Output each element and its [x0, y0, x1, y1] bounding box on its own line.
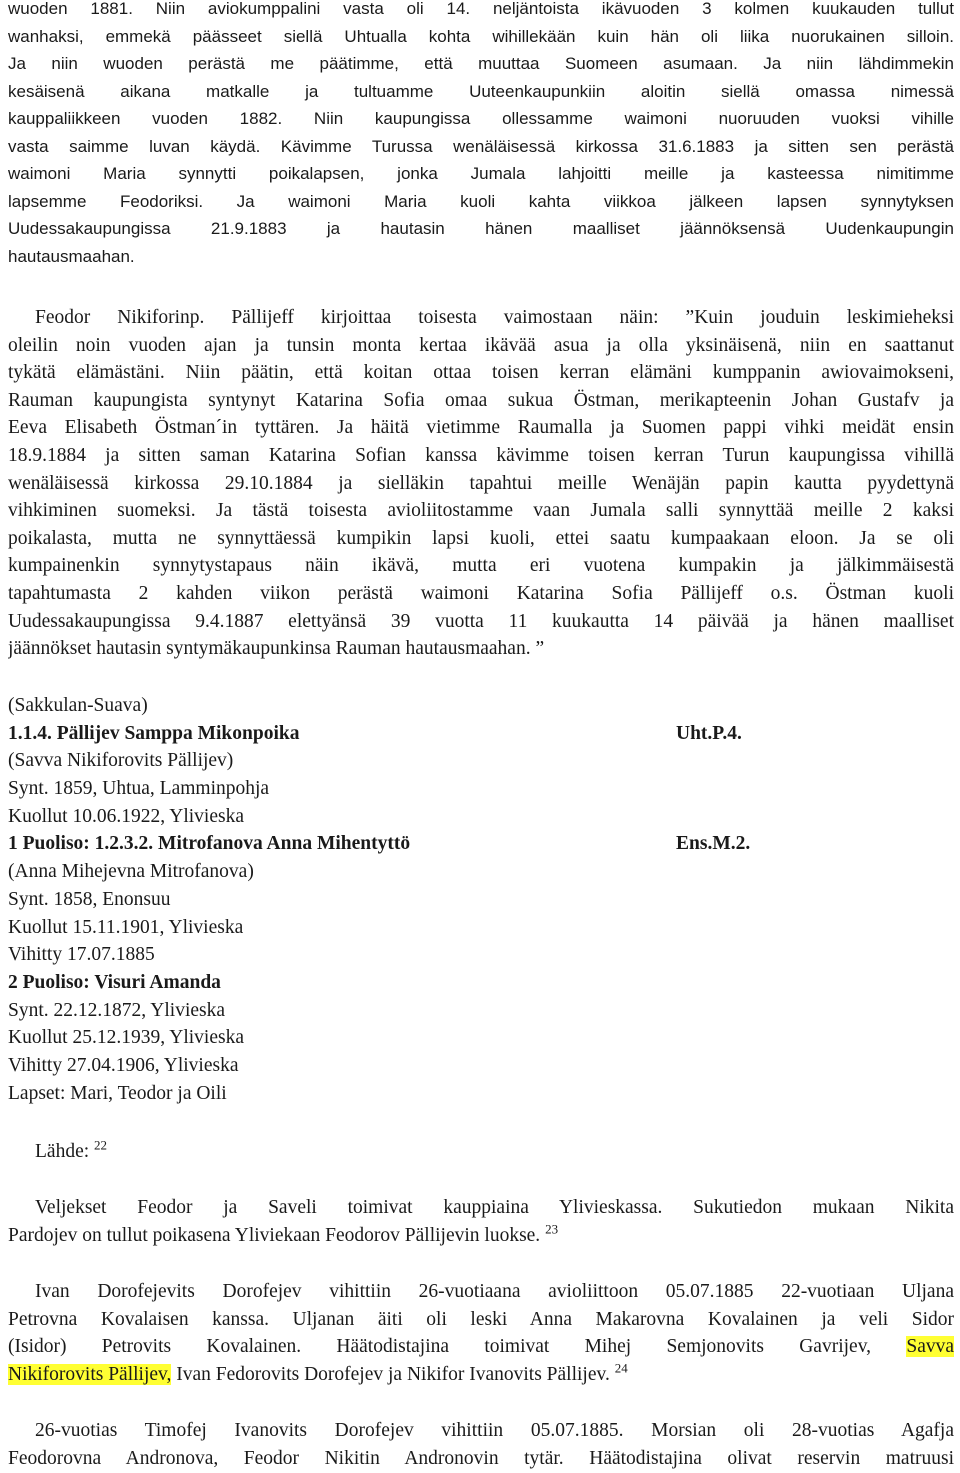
paragraph-2: [8, 304, 954, 663]
text-line: Feodorovna Andronova, Feodor Nikitin Andronovin tytär. Häätodistajina olivat reservin matruusi: [8, 1447, 954, 1469]
spouse1-name: 1 Puoliso: 1.2.3.2. Mitrofanova Anna Mihentyttö: [8, 833, 411, 855]
highlighted-text: Savva: [906, 1336, 954, 1358]
text-line: Feodor Nikiforinp. Pällijeff kirjoittaa toisesta vaimostaan näin: ”Kuin jouduin leskimieheksi: [35, 307, 954, 328]
text-line: 26-vuotias Timofej Ivanovits Dorofejev vihittiin 05.07.1885. Morsian oli 28-vuotias Agafja: [35, 1420, 954, 1441]
spouse2-died: Kuollut 25.12.1939, Ylivieska: [8, 1027, 244, 1049]
text-line: waimoni Maria synnytti poikalapsen, jonka Jumala lahjoitti meille ja kasteessa nimitimme: [8, 164, 954, 183]
text-line: Ivan Dorofejevits Dorofejev vihittiin 26-vuotiaana avioliittoon 05.07.1885 22-vuotiaan Uljana: [35, 1281, 954, 1302]
text-line: hautausmaahan.: [8, 246, 135, 266]
children-list: Lapset: Mari, Teodor ja Oili: [8, 1082, 227, 1104]
text-line: [8, 1361, 954, 1389]
text-line: kumpainenkin synnytystapaus näin ikävä, mutta eri vuotena kumpakin ja jälkimmäisestä: [8, 555, 954, 577]
spouse2-name: 2 Puoliso: Visuri Amanda: [8, 971, 221, 993]
text-line: wuoden 1881. Niin aviokumppalini vasta oli 14. neljäntoista ikävuoden 3 kolmen kuukauden tullut: [8, 0, 954, 18]
paragraph-4: [8, 1278, 954, 1388]
paragraph-3: [8, 1194, 954, 1249]
text-line: [8, 1222, 954, 1250]
text-line: [8, 1333, 954, 1361]
text-line: Petrovna Kovalaisen kanssa. Uljanan äiti oli leski Anna Makarovna Kovalainen ja veli Sidor: [8, 1308, 954, 1330]
paragraph-5: [8, 1417, 954, 1472]
text-segment: (Isidor) Petrovits Kovalainen. Häätodistajina toimivat Mihej Semjonovits Gavrijev,: [8, 1336, 872, 1358]
spouse1-born: Synt. 1858, Enonsuu: [8, 888, 171, 910]
text-line: oleilin noin vuoden ajan ja tunsin monta kertaa ikävää asua ja olla yksinäisenä, niin en saattanut: [8, 334, 954, 356]
spouse1-heading: [8, 830, 954, 858]
footnote-ref: 23: [545, 1221, 559, 1237]
text-line: wanhaksi, emmekä päässeet siellä Uhtualla kohta wihillekään kuin hän oli liika nuorukainen silloin.: [8, 26, 954, 46]
text-segment: Ivan Fedorovits Dorofejev ja Nikifor Ivanovits Pällijev.: [171, 1363, 610, 1385]
text-line: kauppaliikkeen vuoden 1882. Niin kaupungissa ollessamme waimoni nuoruuden vuoksi vihille: [8, 109, 954, 128]
person-died: Kuollut 10.06.1922, Ylivieska: [8, 805, 244, 827]
text-line: jäännökset hautasin syntymäkaupunkinsa Rauman hautausmaahan. ”: [8, 638, 545, 660]
text-line: lapsemme Feodoriksi. Ja waimoni Maria kuoli kahta viikkoa jälkeen lapsen synnytyksen: [8, 191, 954, 211]
text-segment: Pardojev on tullut poikasena Yliviekaan Feodorov Pällijevin luokse.: [8, 1224, 541, 1246]
source-reference: [35, 1138, 107, 1166]
person-name: 1.1.4. Pällijev Samppa Mikonpoika: [8, 722, 300, 744]
text-line: tapahtumasta 2 kahden viikon perästä waimoni Katarina Sofia Pällijeff o.s. Östman kuoli: [8, 582, 954, 604]
text-line: Eeva Elisabeth Östman´in tyttären. Ja häitä vietimme Raumalla ja Suomen pappi vihki meidät ensin: [8, 417, 954, 439]
source-label: Lähde:: [35, 1141, 90, 1162]
person-code: Uht.P.4.: [676, 722, 742, 744]
text-line: Uudessakaupungissa 9.4.1887 elettyänsä 39 vuotta 11 kuukautta 14 päivää ja hänen maalliset: [8, 610, 954, 632]
footnote-ref: 22: [94, 1137, 108, 1153]
person-heading: [8, 720, 954, 748]
text-line: vihkiminen suomeksi. Ja tästä toisesta avioliitostamme vaan Jumala salli synnyttää meille 2 kaksi: [8, 500, 954, 522]
spouse1-code: Ens.M.2.: [676, 833, 751, 855]
text-line: 18.9.1884 ja sitten saman Katarina Sofian kanssa kävimme toisen kerran Turun kaupungissa vihillä: [8, 444, 954, 466]
spouse2-born: Synt. 22.12.1872, Ylivieska: [8, 999, 226, 1021]
genealogy-entry: [8, 692, 954, 1107]
text-line: tykätä elämästäni. Niin päätin, että koitan ottaa toisen kerran elämäni kumppanin awiovaimokseni,: [8, 362, 954, 384]
footnote-ref: 24: [614, 1360, 628, 1376]
spouse1-married: Vihitty 17.07.1885: [8, 944, 155, 966]
text-line: poikalasta, mutta ne synnyttäessä kumpikin lapsi kuoli, ettei saatu kumpaakaan eloon. Ja se oli: [8, 527, 954, 549]
text-line: wenäläisessä kirkossa 29.10.1884 ja sielläkin tapahtui meille Wenäjän papin kautta pyydettynä: [8, 472, 954, 494]
person-born: Synt. 1859, Uhtua, Lamminpohja: [8, 778, 270, 800]
text-line: Ja niin wuoden perästä me päätimme, että muuttaa Suomeen asumaan. Ja niin lähdimmekin: [8, 54, 954, 73]
text-line: Rauman kaupungista syntynyt Katarina Sofia omaa sukua Östman, merikapteenin Johan Gustafv ja: [8, 389, 954, 411]
text-line: Veljekset Feodor ja Saveli toimivat kauppiaina Ylivieskassa. Sukutiedon mukaan Nikita: [35, 1197, 954, 1218]
text-line: Uudessakaupungissa 21.9.1883 ja hautasin hänen maalliset jäännöksensä Uudenkaupungin: [8, 219, 954, 238]
spouse1-died: Kuollut 15.11.1901, Ylivieska: [8, 916, 244, 938]
paragraph-1: [8, 0, 954, 270]
person-alt-name: (Savva Nikiforovits Pällijev): [8, 750, 234, 772]
text-line: vasta saimme luvan käydä. Kävimme Turussa wenäläisessä kirkossa 31.6.1883 ja sitten sen perästä: [8, 136, 954, 156]
spouse1-alt-name: (Anna Mihejevna Mitrofanova): [8, 861, 254, 883]
highlighted-text: Nikiforovits Pällijev,: [8, 1363, 172, 1385]
branch-label: (Sakkulan-Suava): [8, 695, 148, 716]
spouse2-married: Vihitty 27.04.1906, Ylivieska: [8, 1054, 239, 1076]
text-line: kesäisenä aikana matkalle ja tultuamme Uuteenkaupunkiin aloitin siellä omassa nimessä: [8, 81, 954, 101]
